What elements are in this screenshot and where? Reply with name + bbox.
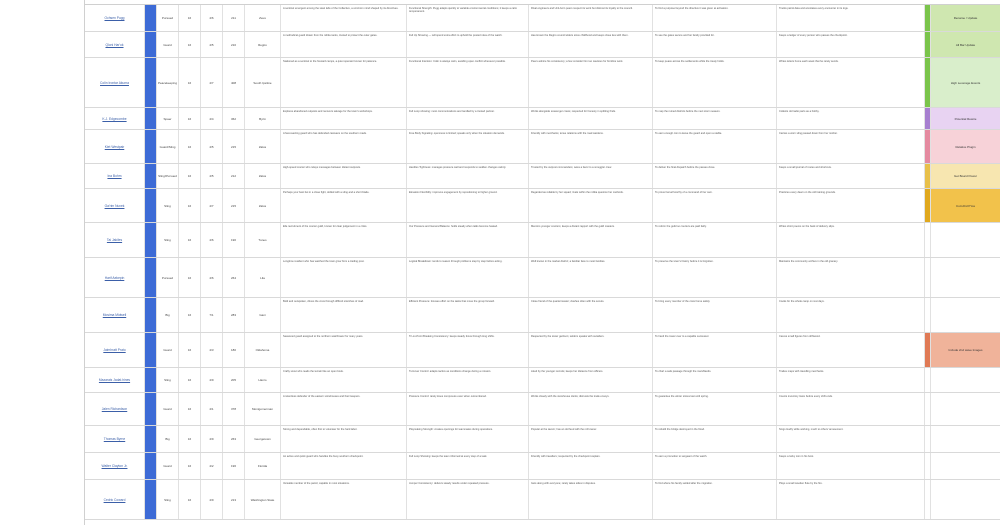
goal-cell[interactable]: To guarantee the winter stores last until spring. [653,393,777,425]
misc-cell[interactable]: Carves small figures from driftwood. [777,333,925,367]
notes-cell[interactable]: Turnover Control: adapts tactics as conditions change during a mission. [407,368,529,392]
role-cell[interactable]: Big [157,298,179,332]
notes-cell[interactable]: Logical Breakdown: tends to reason through problems step by step before acting. [407,258,529,297]
loc-cell[interactable]: Georgetown [245,426,281,452]
rel-cell[interactable]: Has known the Regiro council elders since childhood and keeps close ties with them. [529,32,653,57]
loc-cell[interactable]: Zalos [245,130,281,163]
n1-cell[interactable]: 16 [179,130,201,163]
table-row[interactable] [85,189,1000,223]
n2-cell[interactable]: 4/4 [201,108,223,129]
player-name-link[interactable]: Tai Jakiles [85,223,145,257]
notes-cell[interactable]: Playmaking Strength: creates openings for teammates during operations. [407,426,529,452]
role-cell[interactable]: Spaer [157,108,179,129]
priority-cell[interactable]: Potential Rewire [931,108,1000,129]
n2-cell[interactable]: 4/5 [201,164,223,188]
goal-cell[interactable]: To reform the guild so couriers are paid fairly. [653,223,777,257]
n2-cell[interactable]: 4/9 [201,426,223,452]
goal-cell[interactable]: To earn a promotion to sergeant of the watch. [653,453,777,479]
goal-cell[interactable]: To bring every member of the crew home safely. [653,298,777,332]
rel-cell[interactable]: Well known in the market district; a familiar face to most families. [529,258,653,297]
notes-cell[interactable]: Functional Strength: Pugg adapts quickly to variable environmental conditions; it keeps a calm temperament. [407,5,529,31]
n1-cell[interactable]: 16 [179,58,201,107]
goal-cell[interactable]: To deliver the final dispatch before the passes close. [653,164,777,188]
role-cell[interactable]: Big [157,426,179,452]
status-color-cell [145,58,157,107]
notes-cell[interactable]: Full Loop showing: most communications are handled by a trusted partner. [407,108,529,129]
n3-cell[interactable]: 408 [223,58,245,107]
table-row[interactable] [85,480,1000,520]
status-color-cell [145,298,157,332]
n1-cell[interactable]: 16 [179,5,201,31]
desc-cell[interactable]: A sentinel emergent among the steel labs of the Collective, a unit-born mind shaped by its directives. [281,5,407,31]
loc-cell[interactable]: Oklahoma [245,333,281,367]
table-row[interactable] [85,368,1000,393]
status-color-cell [145,368,157,392]
role-cell[interactable]: Peacekeeping [157,58,179,107]
role-cell[interactable]: Guard [157,333,179,367]
n3-cell[interactable]: 210 [223,32,245,57]
rel-cell[interactable]: Close friend of the quartermaster; clashes often with the scouts. [529,298,653,332]
table-row[interactable] [85,108,1000,130]
status-color-cell [145,189,157,222]
misc-cell[interactable]: Keeps a ledger of every person who passes the checkpoint. [777,32,925,57]
priority-cell[interactable] [931,453,1000,479]
n2-cell[interactable]: 4/7 [201,189,223,222]
player-name-link[interactable]: K.J. Edgecombe [85,108,145,129]
n2-cell[interactable]: 4/5 [201,130,223,163]
n3-cell[interactable]: 212 [223,164,245,188]
player-name-link[interactable]: Mazarais Jadat.hines [85,368,145,392]
rel-cell[interactable]: Rival engineers and Unit-born peers respect its work but distrust its loyalty to the council. [529,5,653,31]
desc-cell[interactable]: Versatile member of the patrol, capable in most situations. [281,480,407,519]
loc-cell[interactable]: Zalos [245,164,281,188]
n3-cell[interactable]: 180 [223,333,245,367]
n1-cell[interactable]: 16 [179,480,201,519]
n1-cell[interactable]: 16 [179,368,201,392]
rel-cell[interactable]: Liked by the younger recruits; keeps her distance from officers. [529,368,653,392]
n1-cell[interactable]: 16 [179,333,201,367]
priority-cell[interactable] [931,480,1000,519]
notes-cell[interactable]: Elevation Flexibility: improves engagement by repositioning to higher ground. [407,189,529,222]
desc-cell[interactable]: Crafty scout who reads the terrain like an open book. [281,368,407,392]
n2-cell[interactable]: 4/6 [201,5,223,31]
n2-cell[interactable]: 7/1 [201,298,223,332]
n1-cell[interactable]: 16 [179,453,201,479]
loc-cell[interactable]: Lila [245,258,281,297]
n3-cell[interactable]: 215 [223,130,245,163]
player-name-link[interactable]: Thomas Byrne [85,426,145,452]
n2-cell[interactable]: 4/5 [201,32,223,57]
player-name-link[interactable]: Colin Irontar Akuma [85,58,145,107]
priority-cell[interactable] [931,393,1000,425]
player-name-link[interactable]: Mosima Midwell [85,298,145,332]
table-row[interactable] [85,130,1000,164]
status-color-cell [145,164,157,188]
n1-cell[interactable]: 16 [179,258,201,297]
status-color-cell [145,393,157,425]
status-color-cell [145,333,157,367]
misc-cell[interactable]: Writes short poems on the back of delivery slips. [777,223,925,257]
notes-cell[interactable]: Handles Tightness: manages pressure well and responds to sudden changes calmly. [407,164,529,188]
rel-cell[interactable]: Trusted by the outpost commanders; owes a favor to a smuggler crew. [529,164,653,188]
n3-cell[interactable]: 215 [223,189,245,222]
desc-cell[interactable]: An active and quick guard who handles the busy southern checkpoint. [281,453,407,479]
n3-cell[interactable]: 283 [223,298,245,332]
n3-cell[interactable]: 213 [223,480,245,519]
n2-cell[interactable]: 4/6 [201,223,223,257]
role-cell[interactable]: Sling [157,189,179,222]
priority-cell[interactable]: Cutt Ahd P'tos [931,189,1000,222]
n1-cell[interactable]: 16 [179,164,201,188]
player-name-link[interactable]: Jaimhratt Prato [85,333,145,367]
rel-cell[interactable]: Mentors younger couriers; keeps a distant rapport with the guild masters. [529,223,653,257]
misc-cell[interactable]: Tracks patrol data and annotates every encounter in its logs. [777,5,925,31]
desc-cell[interactable]: Longtime resident who has watched the town grow from a trading post. [281,258,407,297]
desc-cell[interactable]: Stationed as a sentinel to the forward camps, a quiet operator known for patience. [281,58,407,107]
misc-cell[interactable]: Writes letters home each week that he rarely sends. [777,58,925,107]
goal-cell[interactable]: To hand the tower over to a capable successor. [653,333,777,367]
n1-cell[interactable]: 16 [179,108,201,129]
priority-cell[interactable]: Include 2nd wave Images [931,333,1000,367]
player-name-link[interactable]: Cedric Coward [85,480,145,519]
status-color-cell [145,108,157,129]
n2-cell[interactable]: 4/1 [201,393,223,425]
rel-cell[interactable]: Gets along with everyone; rarely takes sides in disputes. [529,480,653,519]
n3-cell[interactable]: 196 [223,453,245,479]
n3-cell[interactable]: 263 [223,426,245,452]
status-color-cell [145,223,157,257]
desc-cell[interactable]: A methodical guard drawn from the militia ranks, trusted to protect the outer gates. [281,32,407,57]
goal-cell[interactable]: To rebuild the bridge destroyed in the flood. [653,426,777,452]
table-row[interactable] [85,258,1000,298]
rel-cell[interactable]: Works closely with the storehouse clerks; distrusts the trade envoys. [529,393,653,425]
loc-cell[interactable]: Florida [245,453,281,479]
goal-cell[interactable]: To see the gates secure and her family provided for. [653,32,777,57]
left-gutter [0,0,84,525]
loc-cell[interactable]: Regiro [245,32,281,57]
notes-cell[interactable]: Efficient Pressure: focuses effort on the tasks that move the group forward. [407,298,529,332]
role-cell[interactable]: Sling [157,368,179,392]
goal-cell[interactable]: To map the ruined districts before the next storm season. [653,108,777,129]
misc-cell[interactable]: Trades maps with travelling merchants. [777,368,925,392]
player-name-link[interactable]: Jalen Richardson [85,393,145,425]
n1-cell[interactable]: 16 [179,32,201,57]
notes-cell[interactable]: Full Up Showing — will spend extra effort to uphold the posted rules of the watch. [407,32,529,57]
loc-cell[interactable]: Hanro [245,368,281,392]
loc-cell[interactable]: Byrin [245,108,281,129]
loc-cell[interactable]: South Ipsitine [245,58,281,107]
role-cell[interactable]: Guard/Sling [157,130,179,163]
desc-cell[interactable]: Bold and outspoken, drives the crew through difficult stretches of road. [281,298,407,332]
role-cell[interactable]: Sling [157,480,179,519]
n2-cell[interactable]: 4/3 [201,333,223,367]
rel-cell[interactable]: Peers admire his consistency; a few consider him too cautious for frontline work. [529,58,653,107]
role-cell[interactable]: Pursued [157,258,179,297]
n3-cell[interactable]: 190 [223,223,245,257]
goal-cell[interactable]: To keep peace across the settlements while the treaty holds. [653,58,777,107]
loc-cell[interactable]: Tunes [245,223,281,257]
misc-cell[interactable]: Collects old radio parts as a hobby. [777,108,925,129]
goal-cell[interactable]: To earn enough coin to leave the guard and open a stable. [653,130,777,163]
table-row[interactable] [85,453,1000,480]
loc-cell[interactable]: Zeus [245,5,281,31]
misc-cell[interactable]: Maintains the community archive in the old granary. [777,258,925,297]
goal-cell[interactable]: To chart a safe passage through the marshlands. [653,368,777,392]
desc-cell[interactable]: Seasoned guard assigned to the northern watchtower for many years. [281,333,407,367]
priority-cell[interactable]: Relative Plugin [931,130,1000,163]
priority-cell[interactable]: High Leverage Events [931,58,1000,107]
table-row[interactable] [85,333,1000,368]
n1-cell[interactable]: 16 [179,298,201,332]
priority-cell[interactable] [931,426,1000,452]
status-color-cell [145,453,157,479]
player-name-link[interactable]: Harif Aekepin [85,258,145,297]
table-row[interactable] [85,5,1000,32]
n3-cell[interactable]: 205 [223,368,245,392]
loc-cell[interactable]: Montgomerman [245,393,281,425]
status-color-cell [145,130,157,163]
rel-cell[interactable]: Regarded as reliable by her squad; rivals within the militia question her methods. [529,189,653,222]
goal-cell[interactable]: To prove herself worthy of a command of her own. [653,189,777,222]
n1-cell[interactable]: 16 [179,189,201,222]
n3-cell[interactable]: 211 [223,5,245,31]
table-row[interactable] [85,164,1000,189]
role-cell[interactable]: Pursued [157,5,179,31]
loc-cell[interactable]: Zalos [245,189,281,222]
notes-cell[interactable]: Pressure Control: rarely loses composure even when outnumbered. [407,393,529,425]
loc-cell[interactable]: Washington State [245,480,281,519]
notes-cell[interactable]: Tri-on-Point Breaking Consistency: keeps steady focus through long shifts. [407,333,529,367]
misc-cell[interactable]: Keeps a small journal of routes and shortcuts. [777,164,925,188]
desc-cell[interactable]: Perhaps your best bet in a close fight, skilled with a sling and a short blade. [281,189,407,222]
desc-cell[interactable]: High-speed courier who relays messages between distant outposts. [281,164,407,188]
role-cell[interactable]: Guard [157,453,179,479]
n1-cell[interactable]: 16 [179,223,201,257]
role-cell[interactable]: Guard [157,32,179,57]
misc-cell[interactable]: Keeps a lucky coin in his boot. [777,453,925,479]
table-row[interactable] [85,426,1000,453]
role-cell[interactable]: Sling/Pursued [157,164,179,188]
rel-cell[interactable]: Works alongside scavenger crews; respected for honesty in splitting finds. [529,108,653,129]
player-name-link[interactable]: Walter Clayton Jr. [85,453,145,479]
priority-cell[interactable] [931,298,1000,332]
notes-cell[interactable]: Functional Intention: Colin is always calm, avoiding open conflict whenever possible. [407,58,529,107]
player-name-link[interactable]: Ina Bohm [85,164,145,188]
n3-cell[interactable]: 264 [223,258,245,297]
goal-cell[interactable]: To find a purpose beyond the directive it was given at activation. [653,5,777,31]
n2-cell[interactable]: 4/9 [201,480,223,519]
spreadsheet [84,0,1000,525]
player-name-link[interactable]: Ga'rim Nuvek [85,189,145,222]
misc-cell[interactable]: Plays a small wooden flute by the fire. [777,480,925,519]
desc-cell[interactable]: Elle recruitment of the courier guild, known for clear judgement in a crisis. [281,223,407,257]
table-row[interactable] [85,393,1000,426]
desc-cell[interactable]: A fast-reacting guard who has defended caravans on the southern roads. [281,130,407,163]
status-color-cell [145,5,157,31]
n1-cell[interactable]: 16 [179,393,201,425]
table-row[interactable] [85,298,1000,333]
n3-cell[interactable]: 378 [223,393,245,425]
status-color-cell [145,426,157,452]
priority-cell[interactable] [931,223,1000,257]
notes-cell[interactable]: Jumper Consistency: delivers steady results under repeated pressure. [407,480,529,519]
loc-cell[interactable]: Gani [245,298,281,332]
table-row[interactable] [85,58,1000,108]
n2-cell[interactable]: 4/2 [201,453,223,479]
misc-cell[interactable]: Cooks for the whole camp on rest days. [777,298,925,332]
rel-cell[interactable]: Respected by the tower garrison; seldom speaks with outsiders. [529,333,653,367]
misc-cell[interactable]: Sings loudly while working, much to others' amusement. [777,426,925,452]
role-cell[interactable]: Sling [157,223,179,257]
misc-cell[interactable]: Carries a worn sling passed down from her mother. [777,130,925,163]
priority-cell[interactable]: Rename / Update [931,5,1000,31]
status-color-cell [145,258,157,297]
desc-cell[interactable]: Explores abandoned outposts and recovers salvage for the town's workshops. [281,108,407,129]
n2-cell[interactable]: 4/6 [201,258,223,297]
desc-cell[interactable]: Strong and dependable, often first to volunteer for the hard labor. [281,426,407,452]
rel-cell[interactable]: Friendly with merchants; tense relations with the road wardens. [529,130,653,163]
role-cell[interactable]: Guard [157,393,179,425]
misc-cell[interactable]: Counts inventory twice before every shift ends. [777,393,925,425]
player-name-link[interactable]: Ochsen Pugg [85,5,145,31]
n3-cell[interactable]: 362 [223,108,245,129]
n2-cell[interactable]: 4/7 [201,58,223,107]
rel-cell[interactable]: Friendly with travellers; respected by the checkpoint captain. [529,453,653,479]
goal-cell[interactable]: To find where his family settled after the migration. [653,480,777,519]
status-color-cell [145,480,157,519]
status-color-cell [145,32,157,57]
rel-cell[interactable]: Popular at the tavern; has an old feud with the mill owner. [529,426,653,452]
notes-cell[interactable]: Free Body Signaling: openness is limited; speaks only when the situation demands. [407,130,529,163]
priority-cell[interactable] [931,368,1000,392]
n1-cell[interactable]: 16 [179,426,201,452]
priority-cell[interactable]: All Bar Update [931,32,1000,57]
notes-cell[interactable]: Full Loop Showing: keeps the team informed at every step of a task. [407,453,529,479]
priority-cell[interactable] [931,258,1000,297]
player-name-link[interactable]: Kiet Westpair [85,130,145,163]
n2-cell[interactable]: 4/9 [201,368,223,392]
desc-cell[interactable]: A relentless defender of the eastern storehouses and their keepers. [281,393,407,425]
table-row[interactable] [85,223,1000,258]
table-row[interactable] [85,32,1000,58]
priority-cell[interactable]: Get Board Power [931,164,1000,188]
player-name-link[interactable]: Qloni Har'ok [85,32,145,57]
misc-cell[interactable]: Practices every dawn on the old training grounds. [777,189,925,222]
notes-cell[interactable]: Our Pressure and General Balance: holds steady when talks become heated. [407,223,529,257]
goal-cell[interactable]: To preserve the town's history before it is forgotten. [653,258,777,297]
